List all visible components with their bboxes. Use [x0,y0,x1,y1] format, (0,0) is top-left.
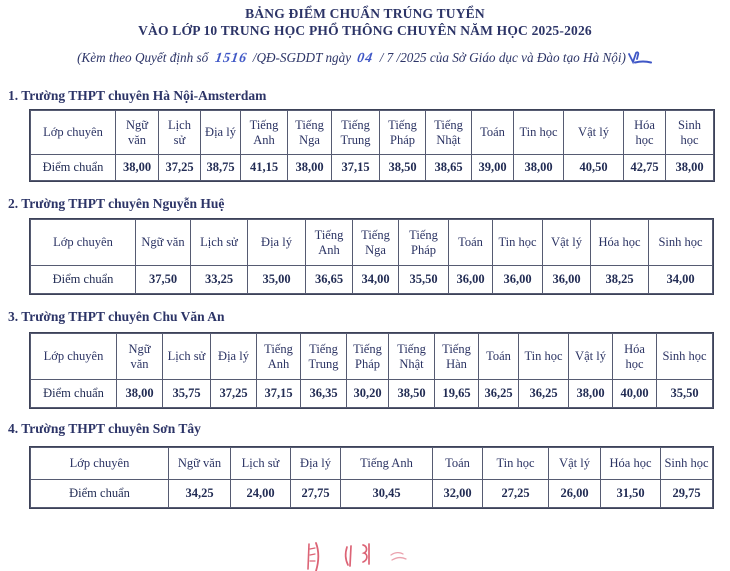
score-value-cell: 36,25 [519,380,569,408]
column-header-cell: Tiếng Anh [341,448,433,480]
score-table-1 [30,110,714,181]
column-header-cell: Sinh học [666,111,714,155]
subtitle-text-part2: /QĐ-SGDDT ngày [252,50,352,65]
score-value-cell: 32,00 [433,480,483,508]
column-header-cell: Sinh học [657,334,713,380]
column-header-cell: Ngữ văn [116,111,159,155]
column-header-cell: Sinh học [661,448,713,480]
column-header-cell: Tin học [519,334,569,380]
column-header-cell: Hóa học [591,220,649,266]
document-subtitle [0,50,730,69]
score-value-cell: 38,50 [380,155,426,181]
subtitle-text-part1: (Kèm theo Quyết định số [77,50,209,65]
score-value-cell: 37,15 [332,155,380,181]
row-label-cell: Điểm chuẩn [31,380,117,408]
row-label-cell: Điểm chuẩn [31,155,116,181]
subtitle-text-part3: / 7 /2025 của Sở Giáo dục và Đào tạo Hà Nội) [379,50,626,65]
column-header-cell: Tiếng Anh [241,111,288,155]
score-value-cell: 38,00 [514,155,564,181]
document-title-line-1: BẢNG ĐIỂM CHUẨN TRÚNG TUYỂN [245,6,485,21]
score-value-cell: 36,35 [301,380,347,408]
score-value-cell: 31,50 [601,480,661,508]
signature-initial-mark [627,51,653,69]
score-value-cell: 36,00 [449,266,493,294]
column-header-cell: Ngữ văn [136,220,191,266]
column-header-cell: Toán [479,334,519,380]
score-value-cell: 36,65 [306,266,353,294]
column-header-cell: Tiếng Trung [301,334,347,380]
handwritten-day: 04 [356,51,375,66]
score-value-cell: 36,25 [479,380,519,408]
column-header-cell: Tiếng Pháp [347,334,389,380]
score-table-4 [30,447,713,508]
row-label-cell: Điểm chuẩn [31,266,136,294]
section-heading-4: 4. Trường THPT chuyên Sơn Tây [8,421,201,436]
score-value-cell: 40,50 [564,155,624,181]
score-value-cell: 29,75 [661,480,713,508]
score-value-cell: 38,50 [389,380,435,408]
row-header-cell: Lớp chuyên [31,111,116,155]
score-value-cell: 35,50 [657,380,713,408]
score-value-cell: 42,75 [624,155,666,181]
score-value-cell: 38,00 [288,155,332,181]
score-table-2 [30,219,713,294]
column-header-cell: Tiếng Nhật [426,111,472,155]
score-value-cell: 39,00 [472,155,514,181]
score-value-cell: 38,00 [666,155,714,181]
column-header-cell: Tin học [483,448,549,480]
column-header-cell: Tin học [493,220,543,266]
row-header-cell: Lớp chuyên [31,220,136,266]
column-header-cell: Ngữ văn [117,334,163,380]
handwritten-decision-number: 1516 [213,51,248,66]
document-title-line-2: VÀO LỚP 10 TRUNG HỌC PHỔ THÔNG CHUYÊN NĂM HỌC 2025-2026 [138,23,592,38]
score-table-container-2 [30,219,713,294]
column-header-cell: Toán [433,448,483,480]
score-value-cell: 35,50 [399,266,449,294]
column-header-cell: Toán [449,220,493,266]
column-header-cell: Địa lý [248,220,306,266]
section-heading-3: 3. Trường THPT chuyên Chu Văn An [8,309,225,324]
score-value-cell: 41,15 [241,155,288,181]
column-header-cell: Tiếng Anh [306,220,353,266]
section-heading-1: 1. Trường THPT chuyên Hà Nội-Amsterdam [8,88,267,103]
score-value-cell: 40,00 [613,380,657,408]
column-header-cell: Tiếng Nhật [389,334,435,380]
score-value-cell: 30,20 [347,380,389,408]
score-table-3 [30,333,713,408]
column-header-cell: Vật lý [569,334,613,380]
column-header-cell: Địa lý [211,334,257,380]
row-label-cell: Điểm chuẩn [31,480,169,508]
column-header-cell: Toán [472,111,514,155]
row-header-cell: Lớp chuyên [31,448,169,480]
score-value-cell: 38,25 [591,266,649,294]
score-value-cell: 26,00 [549,480,601,508]
score-value-cell: 27,75 [291,480,341,508]
score-value-cell: 30,45 [341,480,433,508]
score-value-cell: 37,50 [136,266,191,294]
column-header-cell: Vật lý [543,220,591,266]
score-value-cell: 27,25 [483,480,549,508]
column-header-cell: Lịch sử [159,111,201,155]
column-header-cell: Tiếng Anh [257,334,301,380]
section-heading-2: 2. Trường THPT chuyên Nguyễn Huệ [8,196,225,211]
column-header-cell: Tiếng Nga [288,111,332,155]
column-header-cell: Tiếng Nga [353,220,399,266]
score-value-cell: 36,00 [493,266,543,294]
score-value-cell: 38,00 [569,380,613,408]
row-header-cell: Lớp chuyên [31,334,117,380]
column-header-cell: Tiếng Trung [332,111,380,155]
score-value-cell: 35,75 [163,380,211,408]
column-header-cell: Địa lý [291,448,341,480]
score-value-cell: 38,65 [426,155,472,181]
column-header-cell: Tiếng Hàn [435,334,479,380]
column-header-cell: Vật lý [549,448,601,480]
column-header-cell: Hóa học [624,111,666,155]
column-header-cell: Vật lý [564,111,624,155]
column-header-cell: Sinh học [649,220,713,266]
column-header-cell: Địa lý [201,111,241,155]
column-header-cell: Hóa học [601,448,661,480]
score-value-cell: 38,00 [116,155,159,181]
score-table-container-1 [30,110,714,181]
score-value-cell: 34,00 [649,266,713,294]
score-value-cell: 34,00 [353,266,399,294]
official-stamp-fragment [295,539,445,571]
score-value-cell: 24,00 [231,480,291,508]
column-header-cell: Lịch sử [191,220,248,266]
column-header-cell: Lịch sử [163,334,211,380]
score-value-cell: 38,00 [117,380,163,408]
score-value-cell: 37,25 [159,155,201,181]
column-header-cell: Ngữ văn [169,448,231,480]
column-header-cell: Tin học [514,111,564,155]
score-value-cell: 36,00 [543,266,591,294]
column-header-cell: Hóa học [613,334,657,380]
score-value-cell: 38,75 [201,155,241,181]
column-header-cell: Lịch sử [231,448,291,480]
column-header-cell: Tiếng Pháp [380,111,426,155]
score-value-cell: 34,25 [169,480,231,508]
score-value-cell: 37,15 [257,380,301,408]
score-table-container-4 [30,447,713,508]
score-value-cell: 37,25 [211,380,257,408]
score-value-cell: 35,00 [248,266,306,294]
column-header-cell: Tiếng Pháp [399,220,449,266]
score-value-cell: 19,65 [435,380,479,408]
score-table-container-3 [30,333,713,408]
score-value-cell: 33,25 [191,266,248,294]
